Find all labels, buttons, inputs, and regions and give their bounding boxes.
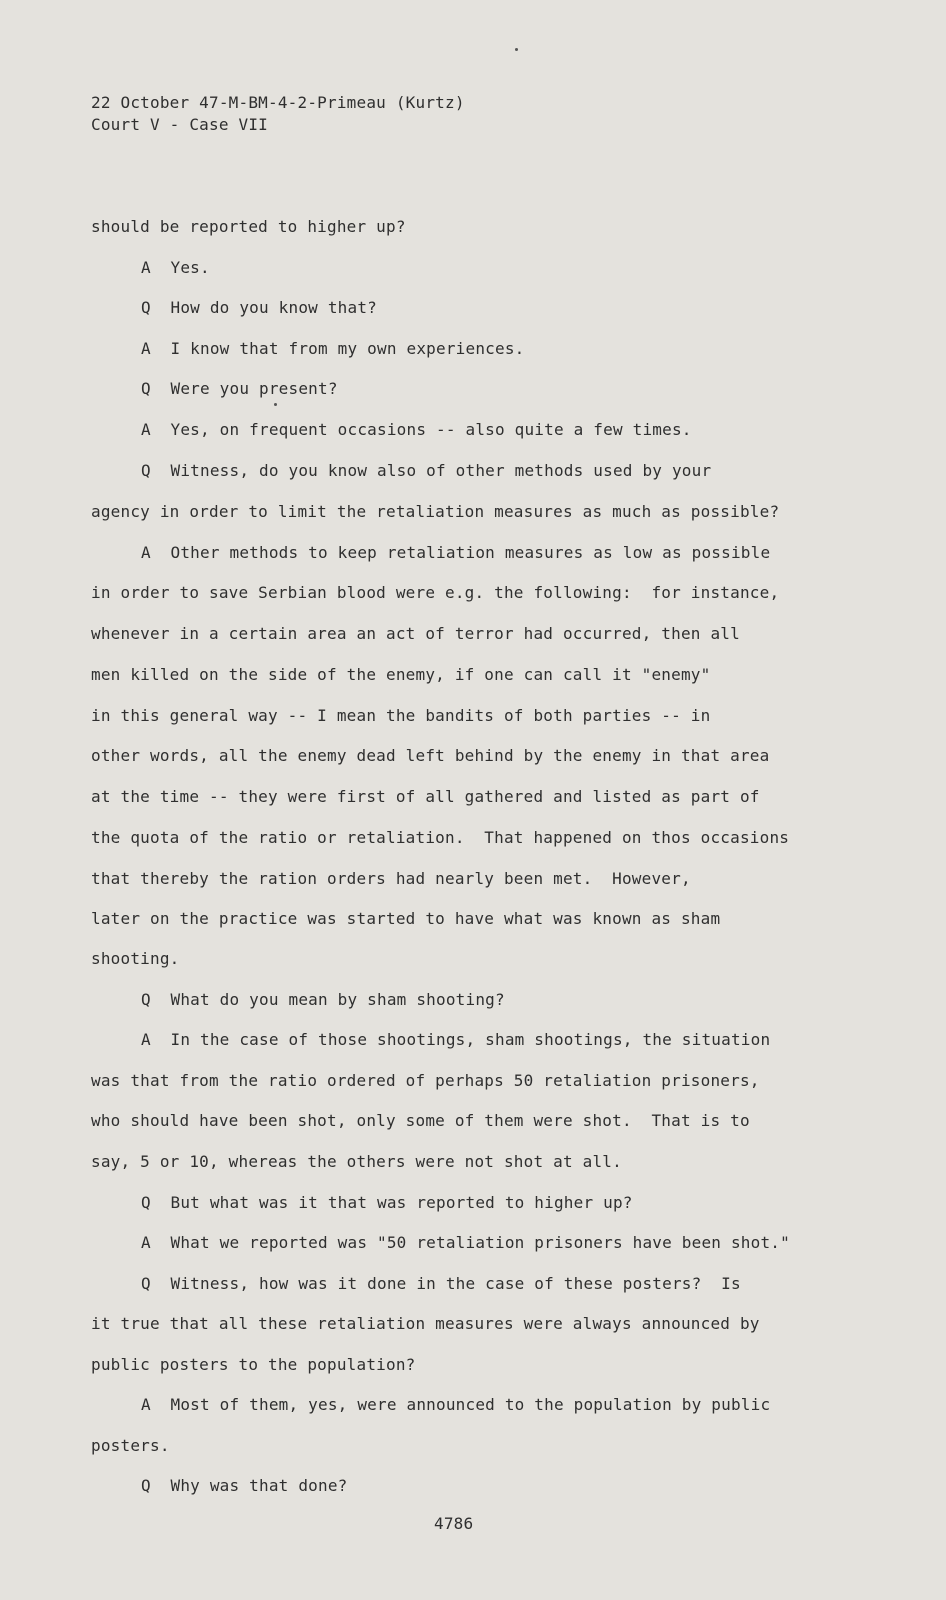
transcript-line: Q But what was it that was reported to higher up?: [141, 1193, 633, 1212]
transcript-line: agency in order to limit the retaliation measures as much as possible?: [91, 502, 780, 521]
transcript-line: A Yes, on frequent occasions -- also quite a few times.: [141, 420, 692, 439]
paper-speck-mark: [274, 403, 277, 406]
paper-speck-mark: [515, 48, 518, 51]
transcript-line: A In the case of those shootings, sham shootings, the situation: [141, 1030, 771, 1049]
transcript-line: men killed on the side of the enemy, if one can call it "enemy": [91, 665, 711, 684]
transcript-line: Q Witness, do you know also of other methods used by your: [141, 461, 712, 480]
transcript-line: A Yes.: [141, 258, 210, 277]
transcript-line: was that from the ratio ordered of perhaps 50 retaliation prisoners,: [91, 1071, 760, 1090]
transcript-line: A I know that from my own experiences.: [141, 339, 525, 358]
transcript-line: say, 5 or 10, whereas the others were not shot at all.: [91, 1152, 622, 1171]
transcript-line: Q How do you know that?: [141, 298, 377, 317]
transcript-line: who should have been shot, only some of them were shot. That is to: [91, 1111, 750, 1130]
transcript-line: A What we reported was "50 retaliation prisoners have been shot.": [141, 1233, 790, 1252]
transcript-line: should be reported to higher up?: [91, 217, 406, 236]
transcript-line: at the time -- they were first of all gathered and listed as part of: [91, 787, 760, 806]
transcript-line: in this general way -- I mean the bandits of both parties -- in: [91, 706, 711, 725]
transcript-line: that thereby the ration orders had nearly been met. However,: [91, 869, 691, 888]
transcript-line: in order to save Serbian blood were e.g. the following: for instance,: [91, 583, 780, 602]
transcript-line: Q Were you present?: [141, 379, 338, 398]
transcript-line: posters.: [91, 1436, 170, 1455]
transcript-line: shooting.: [91, 949, 180, 968]
transcript-line: A Most of them, yes, were announced to the population by public: [141, 1395, 771, 1414]
transcript-line: whenever in a certain area an act of terror had occurred, then all: [91, 624, 740, 643]
transcript-line: Q Why was that done?: [141, 1476, 348, 1495]
transcript-line: it true that all these retaliation measures were always announced by: [91, 1314, 760, 1333]
transcript-line: the quota of the ratio or retaliation. That happened on thos occasions: [91, 828, 790, 847]
transcript-line: later on the practice was started to have what was known as sham: [91, 909, 721, 928]
transcript-line: Q What do you mean by sham shooting?: [141, 990, 505, 1009]
transcript-line: public posters to the population?: [91, 1355, 416, 1374]
transcript-line: Q Witness, how was it done in the case of these posters? Is: [141, 1274, 741, 1293]
transcript-line: other words, all the enemy dead left behind by the enemy in that area: [91, 746, 770, 765]
header-line-2: Court V - Case VII: [91, 115, 268, 134]
header-line-1: 22 October 47-M-BM-4-2-Primeau (Kurtz): [91, 93, 465, 112]
page-number: 4786: [434, 1514, 474, 1533]
transcript-line: A Other methods to keep retaliation measures as low as possible: [141, 543, 771, 562]
